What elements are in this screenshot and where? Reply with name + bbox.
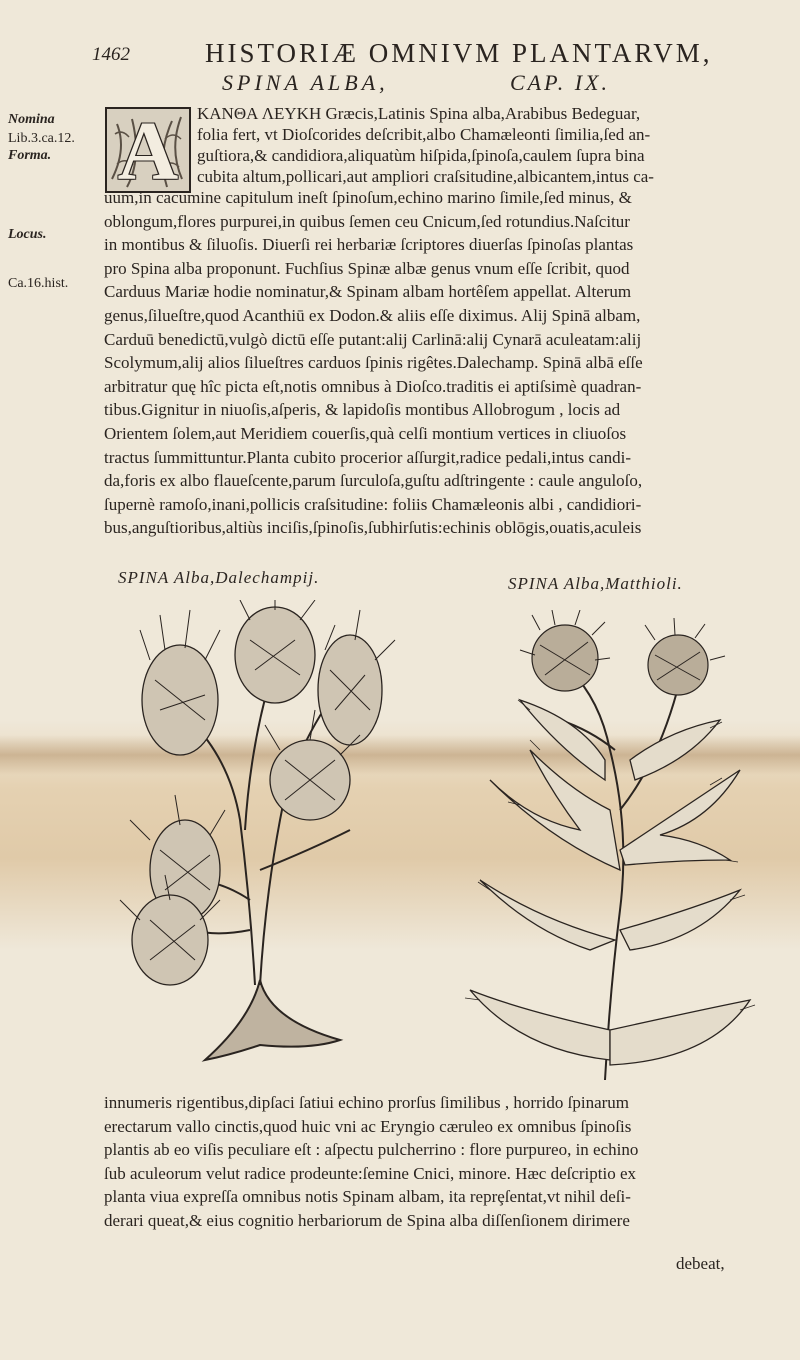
margin-note: Lib.3.ca.12.: [8, 131, 75, 146]
text-line: tractus ſummittuntur.Planta cubito procerior aſſurgit,radice pedali,intus candi-: [104, 447, 632, 467]
text-line: da,foris ex albo flaueſcente,parum ſurculoſa,guſtu adſtringente : caule anguloſo,: [104, 471, 643, 491]
text-line: tibus.Gignitur in niuoſis,aſperis, & lapidoſis montibus Allobrogum , locis ad: [104, 400, 621, 420]
text-line: Carduus Mariæ hodie nominatur,& Spinam albam hortêſem appellat. Alterum: [104, 282, 632, 302]
margin-note: Locus.: [8, 227, 47, 242]
text-line: arbitratur quę hîc picta eſt,notis omnibus à Dioſco.traditis ei aptiſsimè quadran-: [104, 376, 642, 396]
text-line: KANΘA ΛΕΥΚΗ Græcis,Latinis Spina alba,Arabibus Bedeguar,: [197, 104, 641, 123]
text-line: erectarum vallo cinctis,quod huic vni ac Eryngio cæruleo ex omnibus ſpinoſis: [104, 1116, 632, 1136]
page-number: 1462: [92, 44, 130, 65]
text-line: Scolymum,alij alios ſilueſtres carduos ſpinis rigêtes.Dalechamp. Spinā albā eſſe: [104, 353, 643, 373]
margin-note: Ca.16.hist.: [8, 276, 69, 291]
margin-note: Nomina: [8, 112, 55, 127]
text-line: genus,ſilueſtre,quod Acanthiū ex Dodon.& aliis eſſe diximus. Alij Spinā albam,: [104, 306, 641, 325]
text-line: bus,anguſtioribus,altiùs inciſis,ſpinoſis,ſubhirſutis:echinis oblōgis,ouatis,aculeis: [104, 518, 642, 538]
decorated-initial: [105, 107, 191, 193]
text-line: in montibus & ſiluoſis. Diuerſi rei herbariæ ſcriptores diuerſas ſpinoſas plantas: [104, 235, 634, 255]
margin-note: Forma.: [8, 148, 52, 163]
text-line: cubita altum,pollicari,aut ampliori craſsitudine,albicantem,intus ca-: [197, 167, 654, 186]
text-line: ſupernè ramoſo,inani,pollicis craſsitudine: foliis Chamæleonis albi , candidiori-: [104, 494, 642, 514]
plant-illustration-right: [460, 610, 760, 1100]
text-line: uum,in cacumine capitulum ineſt ſpinoſum,echino marino ſimile,ſed minus, &: [104, 188, 632, 207]
text-line: Orientem ſolem,aut Meridiem couerſis,quà celſi montium vertices in cliuoſos: [104, 424, 627, 443]
text-line: innumeris rigentibus,dipſaci ſatiui echino prorſus ſimilibus , horrido ſpinarum: [104, 1093, 630, 1112]
text-line: folia fert, vt Dioſcorides deſcribit,albo Chamæleonti ſimilia,ſed an-: [197, 125, 651, 144]
text-line: pro Spina alba proponunt. Fuchſius Spinæ albæ genus vnum eſſe ſcribit, quod: [104, 258, 630, 278]
right-figure-caption: SPINA Alba,Matthioli.: [508, 574, 683, 593]
text-line: derari queat,& eius cognitio herbariorum de Spina alba diſſenſionem dirimere: [104, 1211, 630, 1230]
text-line: Carduū benedictū,vulgò dictū eſſe putant:alij Carlinā:alij Cynarā aculeatam:alij: [104, 329, 642, 349]
running-title: HISTORIÆ OMNIVM PLANTARVM,: [205, 38, 713, 68]
text-line: planta viua expreſſa omnibus notis Spinam albam, ita reprȩſentat,vt nihil deſi-: [104, 1187, 631, 1207]
plant-illustration-left: [110, 600, 400, 1070]
initial-letter: A: [117, 107, 179, 193]
text-line: guſtiora,& candidiora,aliquatùm hiſpida,ſpinoſa,caulem ſupra bina: [197, 146, 645, 165]
chapter-label: CAP. IX.: [510, 70, 610, 95]
text-line: oblongum,flores purpurei,in quibus ſemen ceu Cnicum,ſed rotundius.Naſcitur: [104, 211, 630, 231]
left-figure-caption: SPINA Alba,Dalechampij.: [118, 568, 320, 587]
text-line: ſub aculeorum velut radice prodeunte:ſemine Cnici, minore. Hæc deſcriptio ex: [104, 1163, 637, 1183]
catchword: debeat,: [676, 1254, 725, 1273]
plant-title: SPINA ALBA,: [222, 70, 389, 95]
text-line: plantis ab eo viſis peculiare eſt : aſpectu pulcherrino : flore purpureo, in echino: [104, 1140, 639, 1160]
